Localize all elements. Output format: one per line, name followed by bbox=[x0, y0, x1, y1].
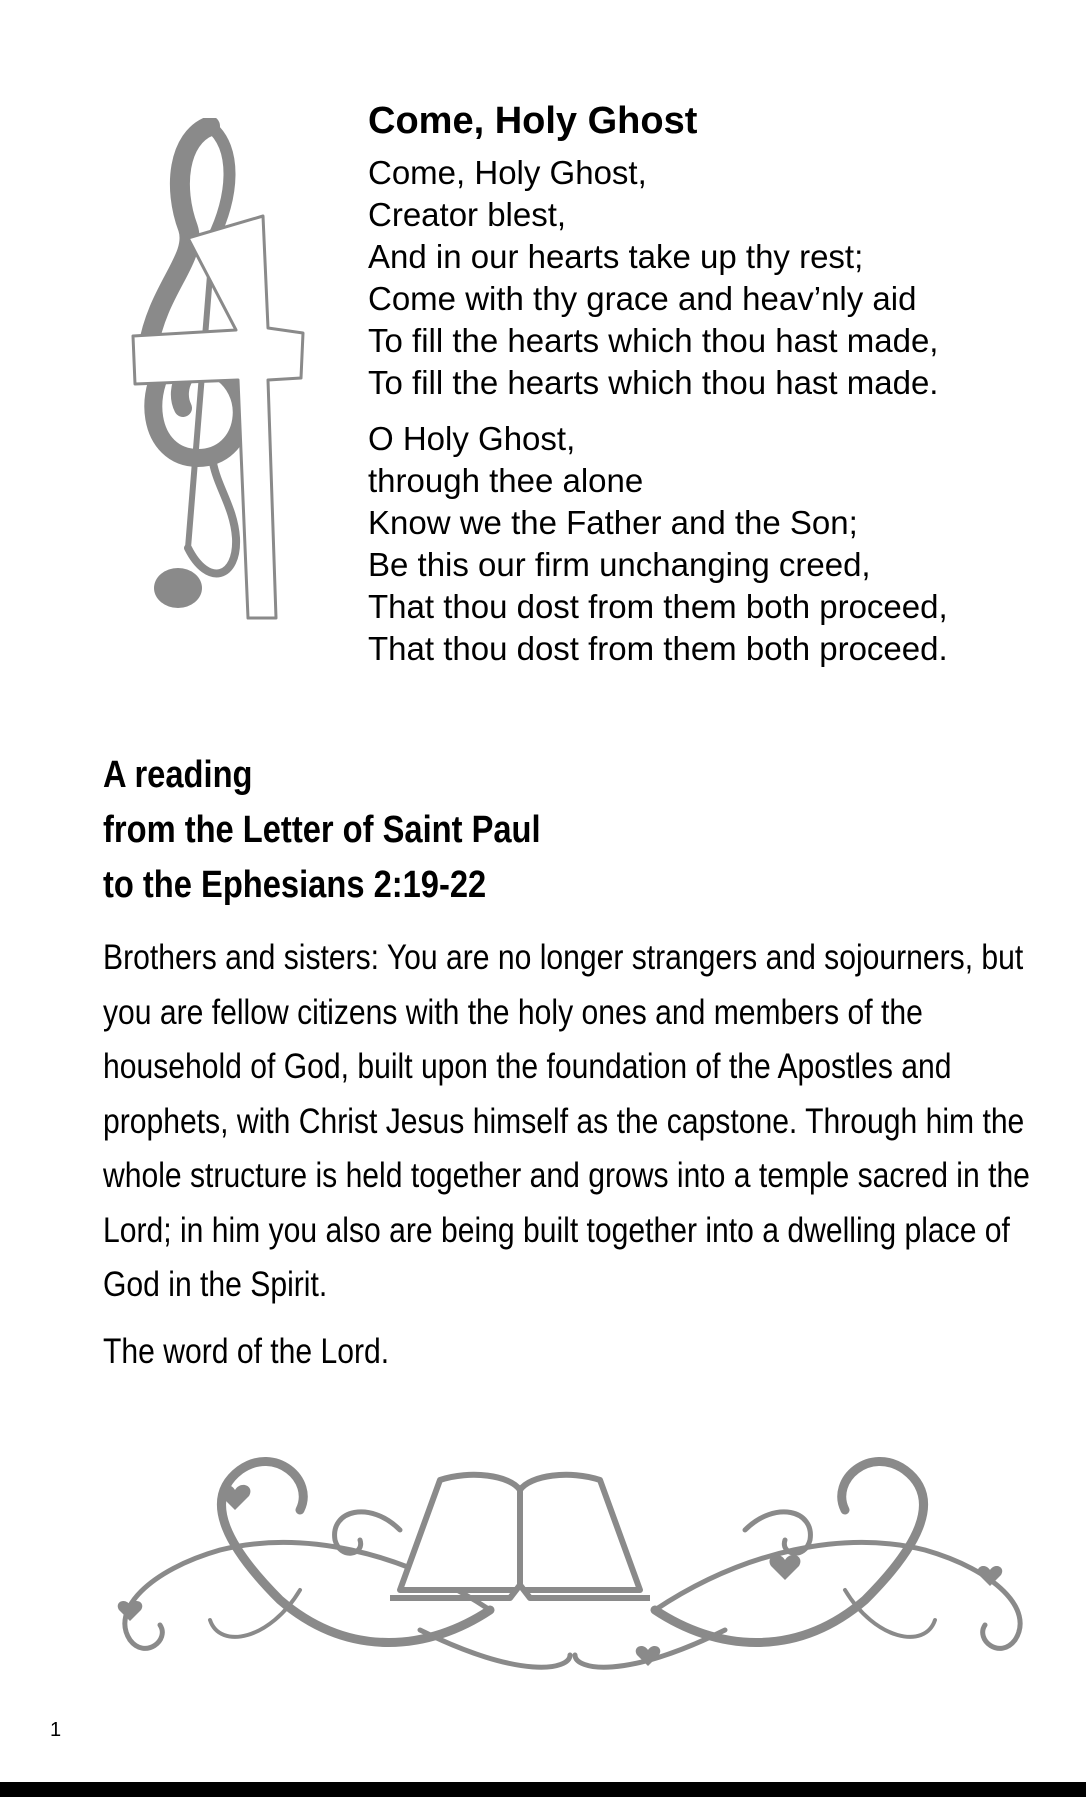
reading-title-line: A reading bbox=[103, 754, 253, 796]
verse-line: To fill the hearts which thou hast made. bbox=[368, 364, 939, 401]
verse-line: That thou dost from them both proceed. bbox=[368, 630, 948, 667]
verse-line: And in our hearts take up thy rest; bbox=[368, 238, 864, 275]
verse-line: Know we the Father and the Son; bbox=[368, 504, 858, 541]
hymn-title: Come, Holy Ghost bbox=[368, 100, 698, 142]
reading-title-line: to the Ephesians 2:19-22 bbox=[103, 864, 487, 906]
bottom-border bbox=[0, 1782, 1086, 1797]
hymn-section bbox=[368, 98, 1048, 684]
verse-line: Come with thy grace and heav’nly aid bbox=[368, 280, 917, 317]
reading-title-line: from the Letter of Saint Paul bbox=[103, 809, 541, 851]
verse-line: To fill the hearts which thou hast made, bbox=[368, 322, 939, 359]
verse-line: O Holy Ghost, bbox=[368, 420, 576, 457]
treble-clef-cross-icon bbox=[118, 118, 318, 638]
reading-closing: The word of the Lord. bbox=[103, 1331, 390, 1371]
hymn-stanza-1 bbox=[368, 152, 1048, 404]
reading-title bbox=[103, 748, 1043, 913]
verse-line: Creator blest, bbox=[368, 196, 567, 233]
reading-section bbox=[103, 748, 1043, 1379]
verse-line: through thee alone bbox=[368, 462, 644, 499]
verse-line: That thou dost from them both proceed, bbox=[368, 588, 948, 625]
reading-body: Brothers and sisters: You are no longer strangers and sojourners, but you are fellow citizens with the holy ones and members of the household of God, built upon the foundation of the Apostles and prophets, with Christ Jesus himself as the capstone. Through him the whole structure is held together and grows into a temple sacred in the Lord; in him you also are being built together into a dwelling place of God in the Spirit. bbox=[103, 938, 1030, 1304]
open-book-ornament-icon bbox=[100, 1440, 1045, 1700]
hymn-stanza-2 bbox=[368, 418, 1048, 670]
page-number: 1 bbox=[50, 1719, 62, 1741]
verse-line: Come, Holy Ghost, bbox=[368, 154, 647, 191]
verse-line: Be this our firm unchanging creed, bbox=[368, 546, 871, 583]
